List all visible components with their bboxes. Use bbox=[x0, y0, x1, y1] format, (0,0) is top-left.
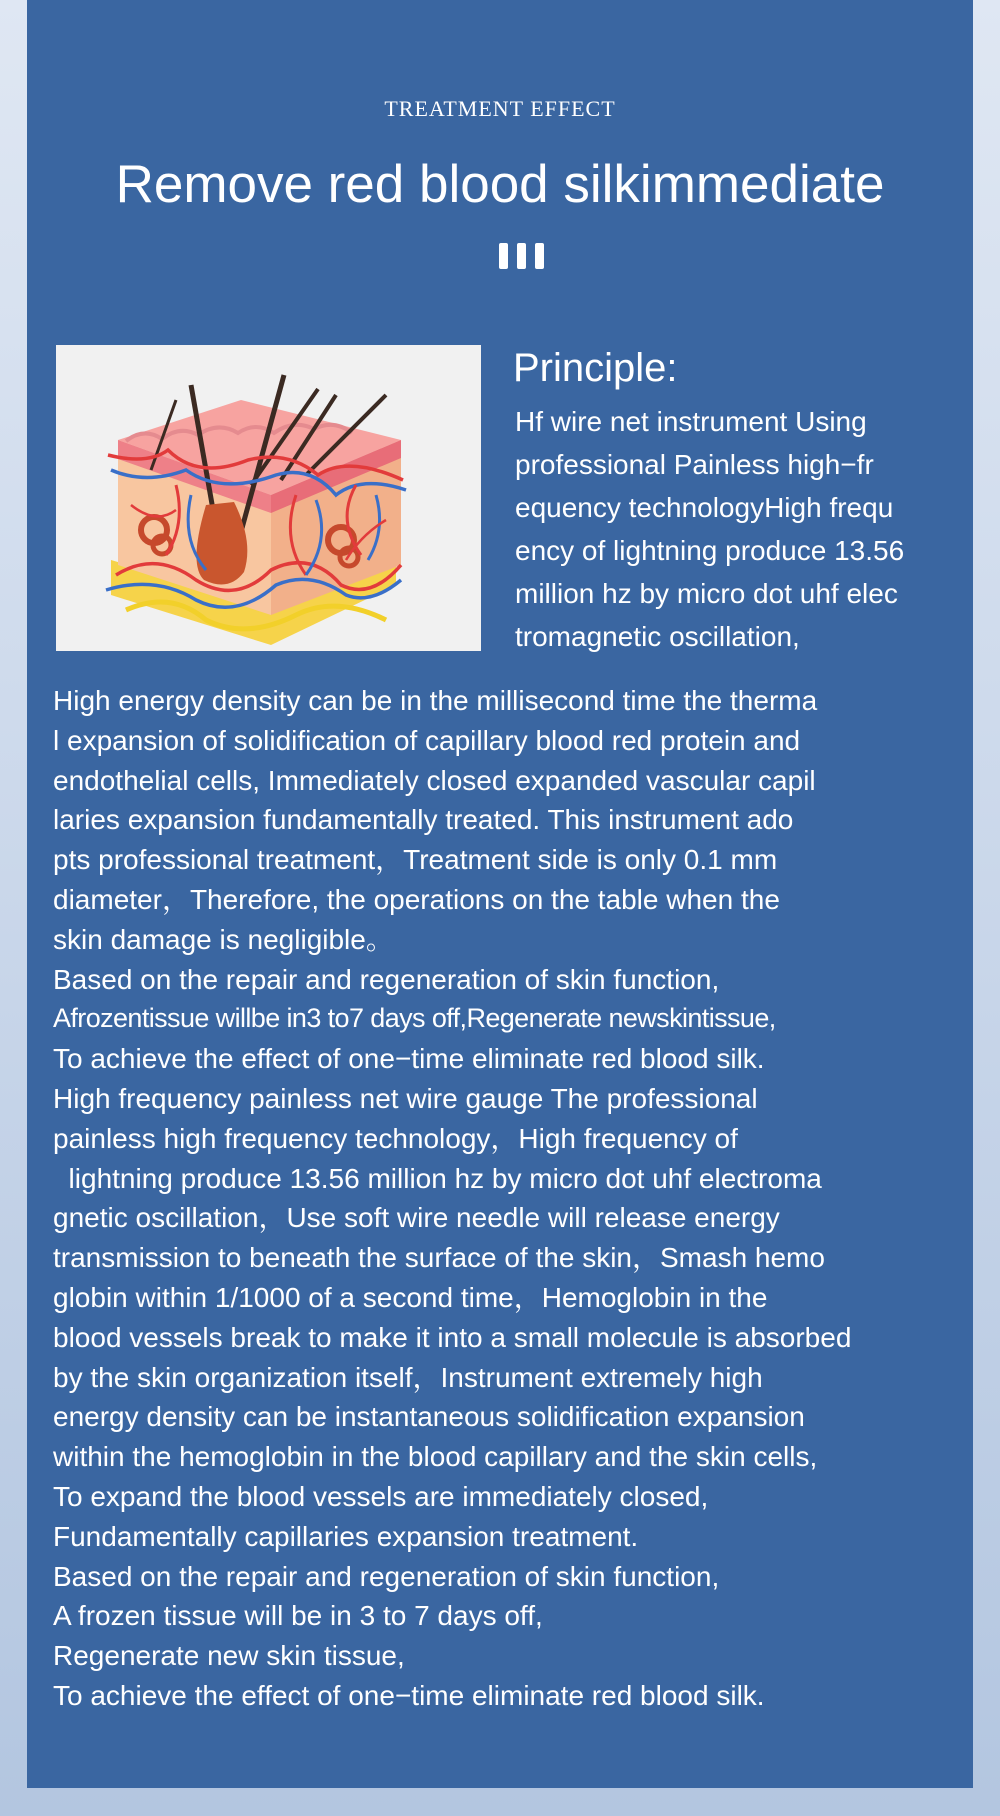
text-line: globin within 1/1000 of a second time，Hemoglobin in the bbox=[53, 1281, 768, 1313]
text-line: High frequency painless net wire gauge The professional bbox=[53, 1082, 758, 1114]
text-line: within the hemoglobin in the blood capillary and the skin cells, bbox=[53, 1441, 818, 1473]
text-line: A frozen tissue will be in 3 to 7 days off, bbox=[53, 1600, 543, 1632]
skin-illustration bbox=[56, 345, 481, 651]
text-line: Based on the repair and regeneration of skin function, bbox=[53, 1560, 720, 1592]
page-title: Remove red blood silkimmediate bbox=[115, 155, 885, 214]
text-line: equency technologyHigh frequ bbox=[515, 492, 894, 523]
principle-heading: Principle: bbox=[513, 346, 678, 390]
text-line: endothelial cells, Immediately closed expanded vascular capil bbox=[53, 764, 816, 796]
text-line: laries expansion fundamentally treated. This instrument ado bbox=[53, 804, 794, 836]
divider-bars-icon bbox=[499, 243, 545, 269]
text-line: transmission to beneath the surface of the skin，Smash hemo bbox=[53, 1242, 825, 1274]
text-line: pts professional treatment，Treatment side is only 0.1 mm bbox=[53, 844, 778, 876]
divider-bar bbox=[517, 243, 526, 269]
text-line: Fundamentally capillaries expansion treatment. bbox=[53, 1520, 639, 1552]
divider-bar bbox=[535, 243, 544, 269]
text-line: painless high frequency technology，High frequency of bbox=[53, 1122, 738, 1154]
text-line: gnetic oscillation，Use soft wire needle will release energy bbox=[53, 1202, 780, 1234]
content-panel bbox=[27, 0, 973, 1788]
text-line: l expansion of solidification of capillary blood red protein and bbox=[53, 724, 801, 756]
text-line: Regenerate new skin tissue, bbox=[53, 1640, 405, 1672]
text-line: Afrozentissue willbe in3 to7 days off,Regenerate newskintissue, bbox=[53, 1003, 776, 1034]
divider-bar bbox=[499, 243, 508, 269]
text-line: To achieve the effect of one−time eliminate red blood silk. bbox=[53, 1043, 765, 1075]
text-line: tromagnetic oscillation, bbox=[515, 621, 800, 652]
text-line: To achieve the effect of one−time eliminate red blood silk. bbox=[53, 1679, 765, 1711]
text-line: High energy density can be in the millisecond time the therma bbox=[53, 685, 818, 716]
skin-cross-section-icon bbox=[56, 345, 481, 651]
text-line: blood vessels break to make it into a small molecule is absorbed bbox=[53, 1321, 852, 1353]
text-line: energy density can be instantaneous solidification expansion bbox=[53, 1401, 805, 1433]
text-line: lightning produce 13.56 million hz by micro dot uhf electroma bbox=[53, 1162, 822, 1194]
text-line: Hf wire net instrument Using bbox=[515, 406, 867, 437]
body-text bbox=[53, 681, 968, 1716]
principle-text bbox=[515, 400, 960, 658]
text-line: ency of lightning produce 13.56 bbox=[515, 535, 905, 566]
text-line: by the skin organization itself，Instrument extremely high bbox=[53, 1361, 763, 1393]
section-eyebrow: TREATMENT EFFECT bbox=[384, 96, 616, 121]
text-line: professional Painless high−fr bbox=[515, 449, 874, 480]
text-line: Based on the repair and regeneration of skin function, bbox=[53, 963, 720, 995]
text-line: To expand the blood vessels are immediately closed, bbox=[53, 1480, 709, 1512]
text-line: diameter，Therefore, the operations on the table when the bbox=[53, 883, 780, 915]
text-line: skin damage is negligible。 bbox=[53, 923, 394, 955]
text-line: million hz by micro dot uhf elec bbox=[515, 578, 898, 609]
